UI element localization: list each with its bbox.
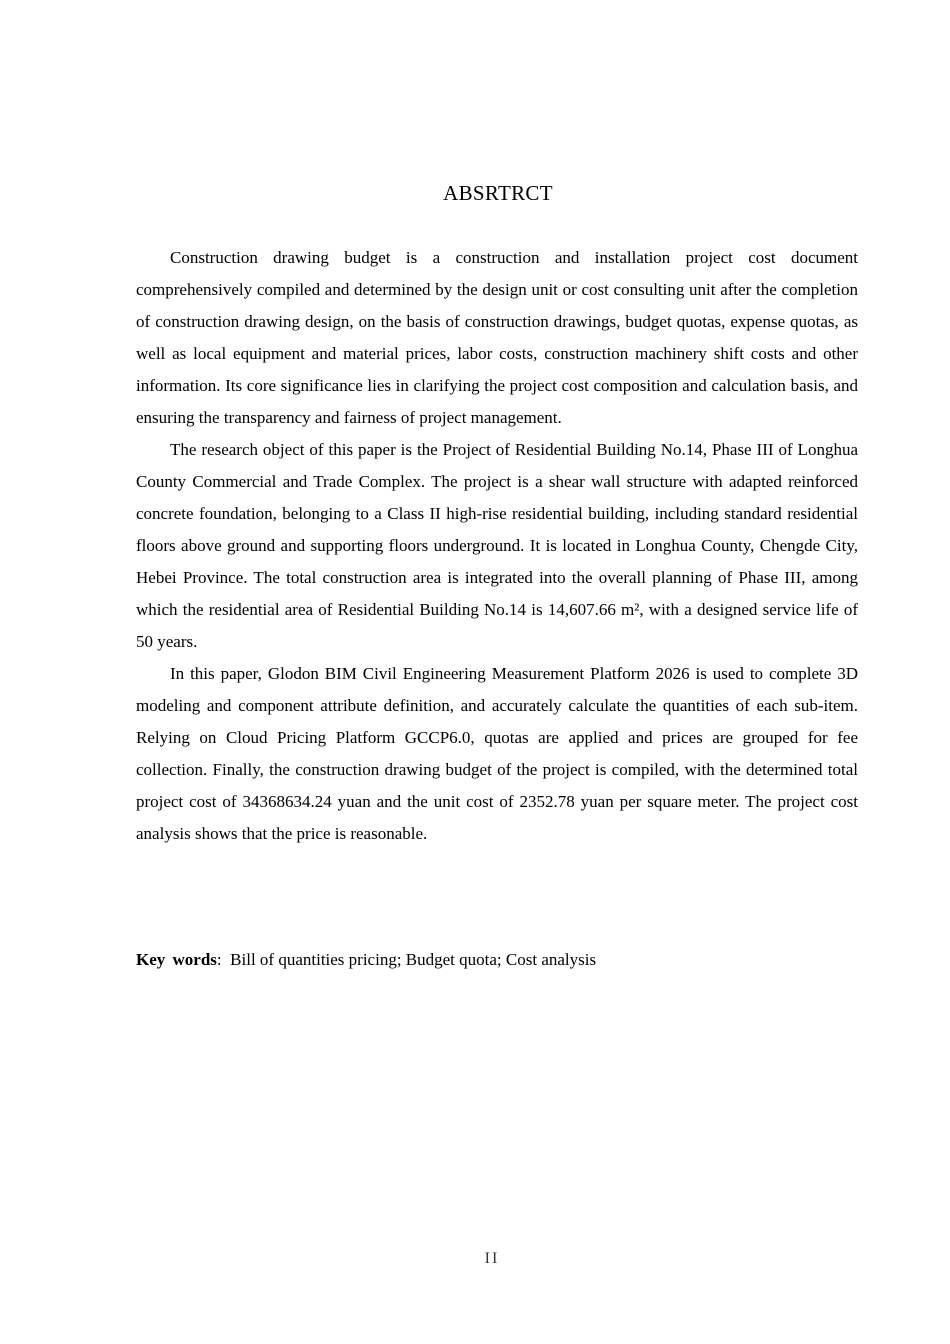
abstract-paragraph-1: Construction drawing budget is a construction and installation project cost document comprehensively compiled and determined by the design unit or cost consulting unit after the completion of construction drawing design, on the basis of construction drawings, budget quotas, expense quotas, as well as local equipment and material prices, labor costs, construction machinery shift costs and other information. Its core significance lies in clarifying the project cost composition and calculation basis, and ensuring the transparency and fairness of project management. [136, 248, 858, 427]
keywords-separator: : [216, 950, 231, 969]
page-number: II [484, 1250, 500, 1267]
abstract-body [136, 242, 858, 850]
abstract-paragraph-2: The research object of this paper is the Project of Residential Building No.14, Phase III of Longhua County Commercial and Trade Complex. The project is a shear wall structure with adapted reinforced concrete foundation, belonging to a Class II high-rise residential building, including standard residential floors above ground and supporting floors underground. It is located in Longhua County, Chengde City, Hebei Province. The total construction area is integrated into the overall planning of Phase III, among which the residential area of Residential Building No.14 is 14,607.66 m², with a designed service life of 50 years. [136, 440, 858, 651]
keywords-text: Bill of quantities pricing; Budget quota; Cost analysis [230, 950, 597, 969]
abstract-title: ABSRTRCT [443, 181, 553, 205]
keywords-label: Key words [136, 950, 217, 969]
abstract-paragraph-3: In this paper, Glodon BIM Civil Engineering Measurement Platform 2026 is used to complete 3D modeling and component attribute definition, and accurately calculate the quantities of each sub-item. Relying on Cloud Pricing Platform GCCP6.0, quotas are applied and prices are grouped for fee collection. Finally, the construction drawing budget of the project is compiled, with the determined total project cost of 34368634.24 yuan and the unit cost of 2352.78 yuan per square meter. The project cost analysis shows that the price is reasonable. [136, 664, 858, 843]
keywords-line [136, 944, 858, 976]
